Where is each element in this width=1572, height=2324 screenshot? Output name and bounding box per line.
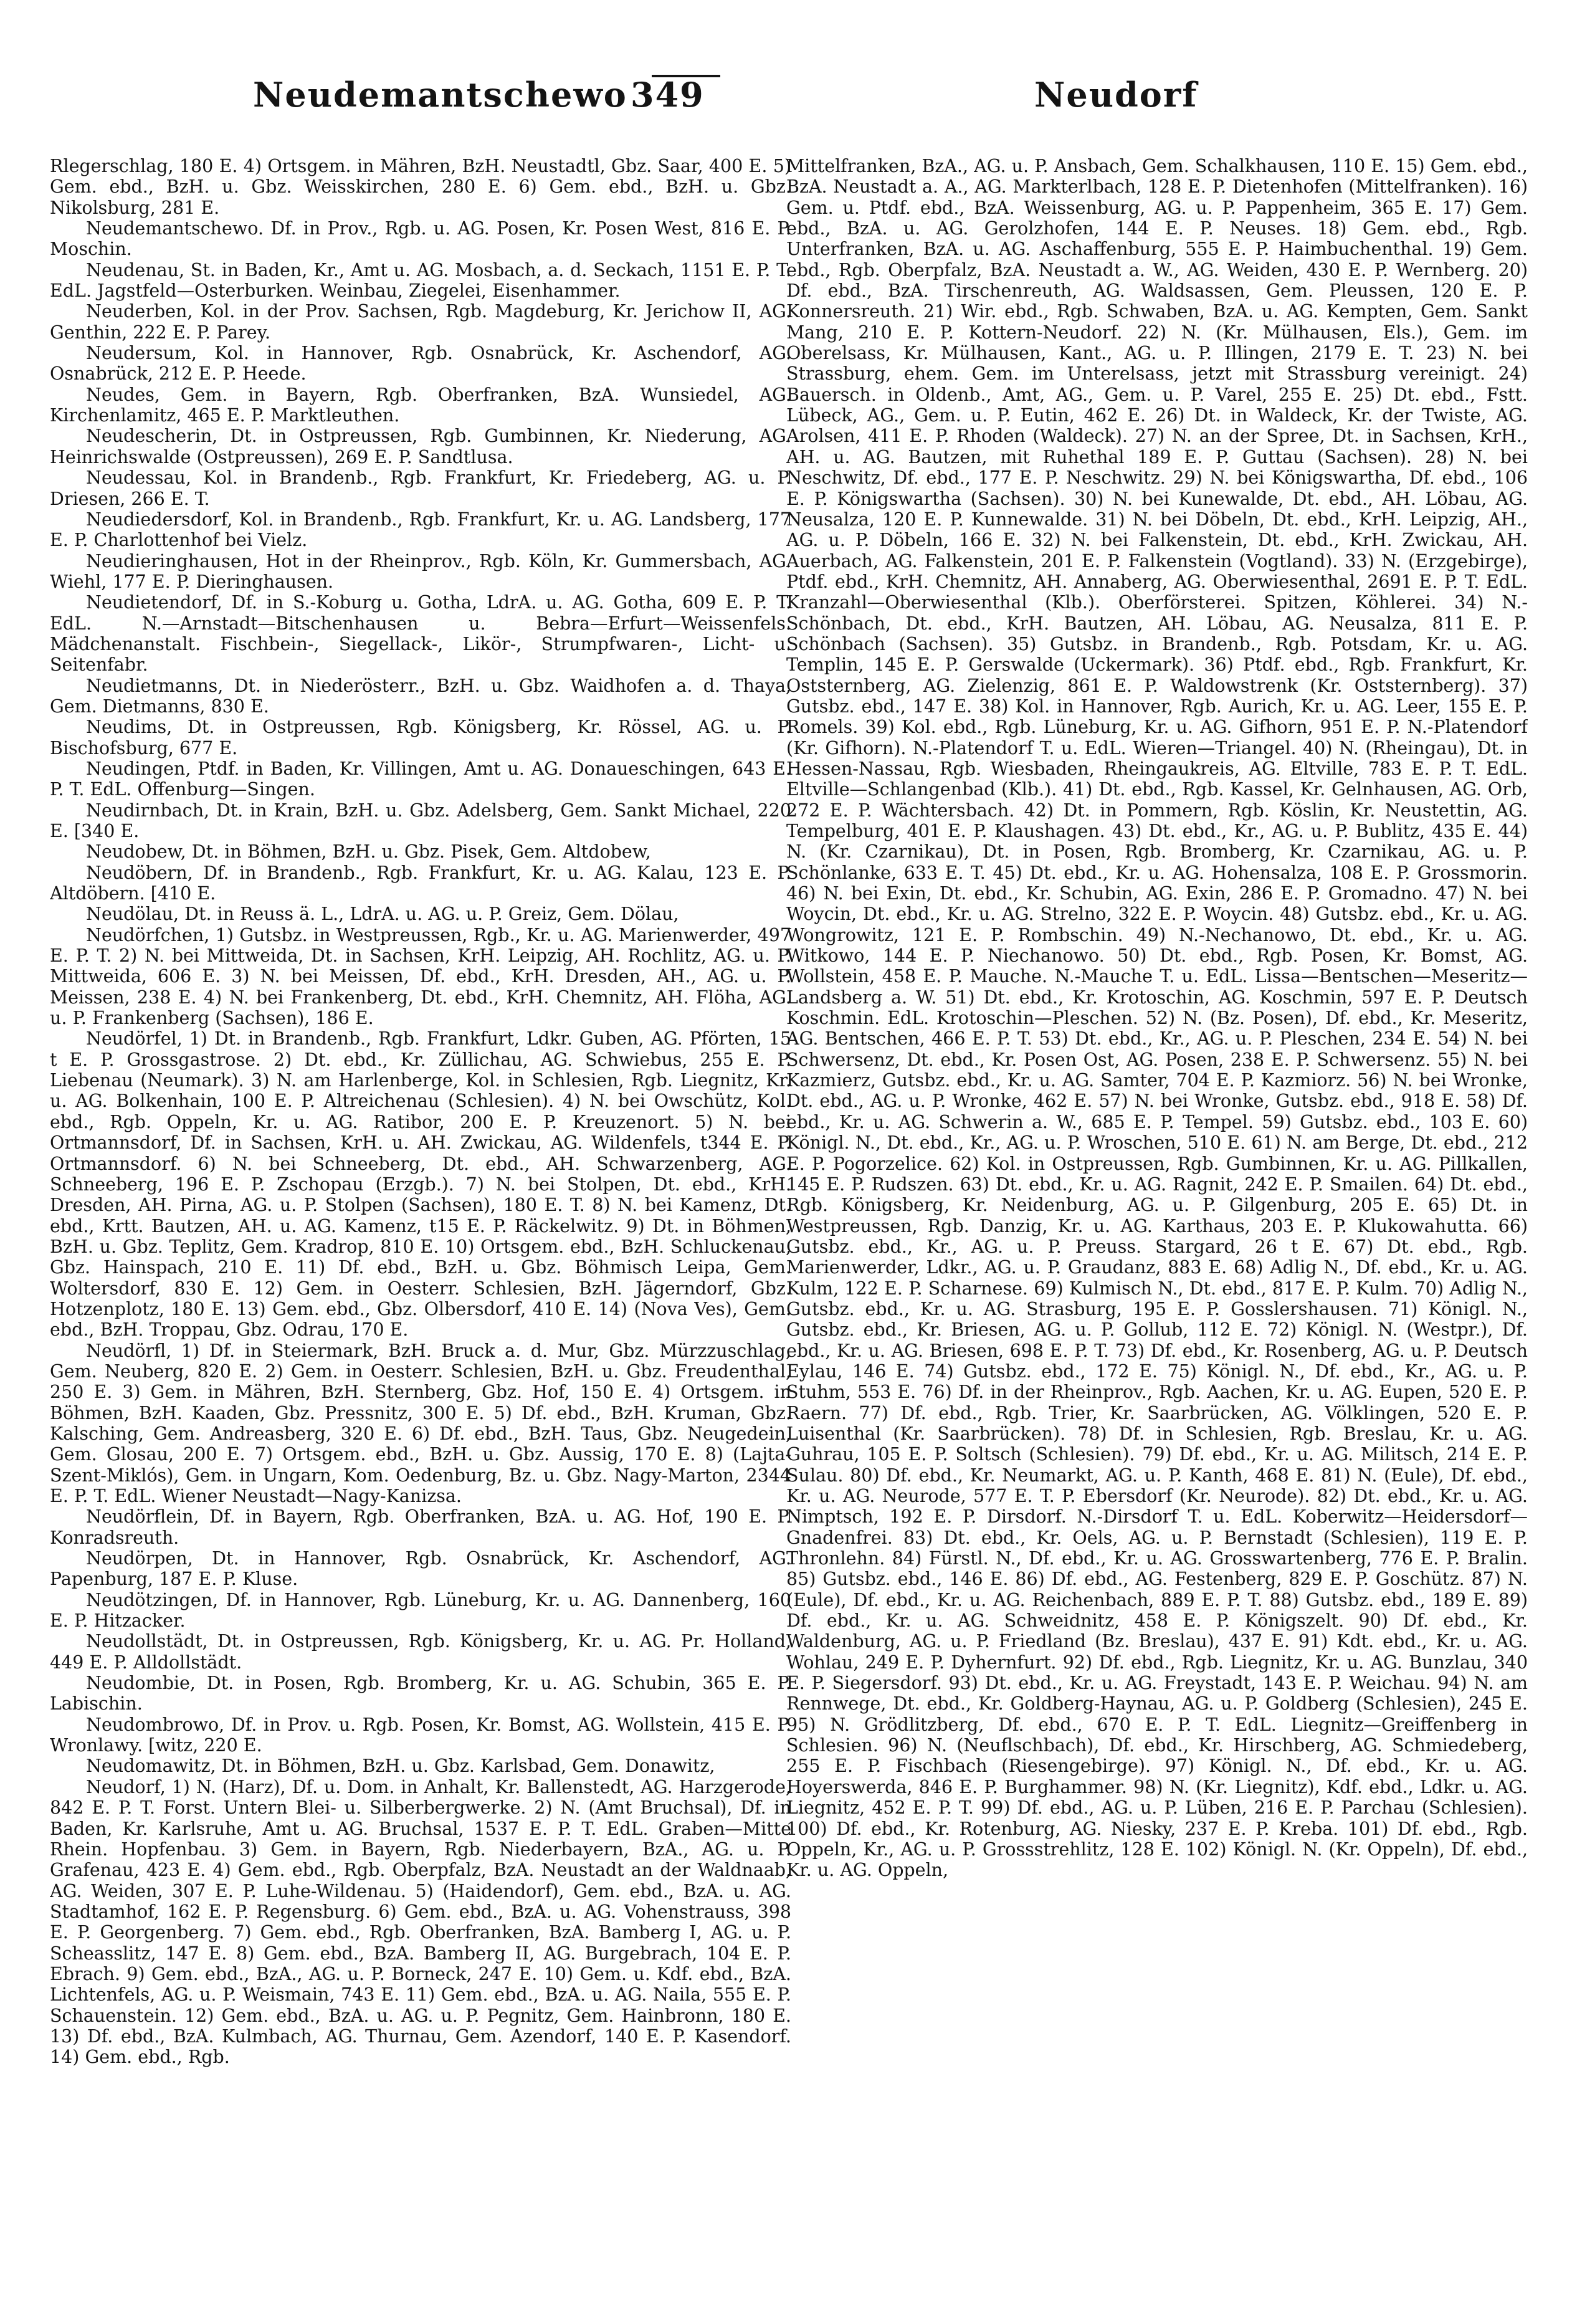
gazetteer-entry: Neudims, Dt. in Ostpreussen, Rgb. Königsberg, Kr. Rössel, AG. u. P. Bischofsburg, 677 E. <box>50 717 791 758</box>
gazetteer-entry: Neudirnbach, Dt. in Krain, BzH. u. Gbz. Adelsberg, Gem. Sankt Michael, 220 E. [340 E. <box>50 800 791 841</box>
gazetteer-entry: Neudöbern, Df. in Brandenb., Rgb. Frankfurt, Kr. u. AG. Kalau, 123 E. P. Altdöbern. [410 E. <box>50 862 791 904</box>
gazetteer-entry: Neudollstädt, Dt. in Ostpreussen, Rgb. Königsberg, Kr. u. AG. Pr. Holland, 449 E. P. Alldollstädt. <box>50 1631 791 1673</box>
gazetteer-entry: Neudorf, 1) N. (Harz), Df. u. Dom. in Anhalt, Kr. Ballenstedt, AG. Harzgerode, 842 E. P. T. Forst. Untern Blei- u. Silberbergwerke. 2) N. (Amt Bruchsal), Df. in Baden, Kr. Karlsruhe, Amt u. AG. Bruchsal, 1537 E. P. T. EdL. Graben—Mitte Rhein. Hopfenbau. 3) Gem. in Bayern, Rgb. Niederbayern, BzA., AG. u. P. Grafenau, 423 E. 4) Gem. ebd., Rgb. Oberpfalz, BzA. Neustadt an der Waldnaab, AG. Weiden, 307 E. P. Luhe-Wildenau. 5) (Haidendorf), Gem. ebd., BzA. u. AG. Stadtamhof, 162 E. P. Regensburg. 6) Gem. ebd., BzA. u. AG. Vohenstrauss, 398 E. P. Georgenberg. 7) Gem. ebd., Rgb. Oberfranken, BzA. Bamberg I, AG. u. P. Scheasslitz, 147 E. 8) Gem. ebd., BzA. Bamberg II, AG. Burgebrach, 104 E. P. Ebrach. 9) Gem. ebd., BzA., AG. u. P. Borneck, 247 E. 10) Gem. u. Kdf. ebd., BzA. Lichtenfels, AG. u. P. Weismain, 743 E. 11) Gem. ebd., BzA. u. AG. Naila, 555 E. P. Schauenstein. 12) Gem. ebd., BzA. u. AG. u. P. Pegnitz, Gem. Hainbronn, 180 E. 13) Df. ebd., BzA. Kulmbach, AG. Thurnau, Gem. Azendorf, 140 E. P. Kasendorf. 14) Gem. ebd., Rgb. <box>50 1776 791 2068</box>
gazetteer-entry: Mittelfranken, BzA., AG. u. P. Ansbach, Gem. Schalkhausen, 110 E. 15) Gem. ebd., BzA. Neustadt a. A., AG. Markterlbach, 128 E. P. Dietenhofen (Mittelfranken). 16) Gem. u. Ptdf. ebd., BzA. Weissenburg, AG. u. P. Pappenheim, 365 E. 17) Gem. ebd., BzA. u. AG. Gerolzhofen, 144 E. P. Neuses. 18) Gem. ebd., Rgb. Unterfranken, BzA. u. AG. Aschaffenburg, 555 E. P. Haimbuchenthal. 19) Gem. ebd., Rgb. Oberpfalz, BzA. Neustadt a. W., AG. Weiden, 430 E. P. Wernberg. 20) Df. ebd., BzA. Tirschenreuth, AG. Waldsassen, Gem. Pleussen, 120 E. P. Konnersreuth. 21) Wir. ebd., Rgb. Schwaben, BzA. u. AG. Kempten, Gem. Sankt Mang, 210 E. P. Kottern-Neudorf. 22) N. (Kr. Mülhausen, Els.), Gem. im Oberelsass, Kr. Mülhausen, Kant., AG. u. P. Illingen, 2179 E. T. 23) N. bei Strassburg, ehem. Gem. im Unterelsass, jetzt mit Strassburg vereinigt. 24) Bauersch. in Oldenb., Amt, AG., Gem. u. P. Varel, 255 E. 25) Dt. ebd., Fstt. Lübeck, AG., Gem. u. P. Eutin, 462 E. 26) Dt. in Waldeck, Kr. der Twiste, AG. Arolsen, 411 E. P. Rhoden (Waldeck). 27) N. an der Spree, Dt. in Sachsen, KrH., AH. u. AG. Bautzen, mit Ruhethal 189 E. P. Guttau (Sachsen). 28) N. bei Neschwitz, Df. ebd., 177 E. P. Neschwitz. 29) N. bei Königswartha, Df. ebd., 106 E. P. Königswartha (Sachsen). 30) N. bei Kunewalde, Dt. ebd., AH. Löbau, AG. Neusalza, 120 E. P. Kunnewalde. 31) N. bei Döbeln, Dt. ebd., KrH. Leipzig, AH., AG. u. P. Döbeln, 166 E. 32) N. bei Falkenstein, Dt. ebd., KrH. Zwickau, AH. Auerbach, AG. Falkenstein, 201 E. P. Falkenstein (Vogtland). 33) N. (Erzgebirge), Ptdf. ebd., KrH. Chemnitz, AH. Annaberg, AG. Oberwiesenthal, 2691 E. P. T. EdL. Kranzahl—Oberwiesenthal (Klb.). Oberförsterei. Spitzen, Köhlerei. 34) N.-Schönbach, Dt. ebd., KrH. Bautzen, AH. Löbau, AG. Neusalza, 811 E. P. Schönbach (Sachsen). 35) Gutsbz. in Brandenb., Rgb. Potsdam, Kr. u. AG. Templin, 145 E. P. Gerswalde (Uckermark). 36) Ptdf. ebd., Rgb. Frankfurt, Kr. Oststernberg, AG. Zielenzig, 861 E. P. Waldowstrenk (Kr. Oststernberg). 37) Gutsbz. ebd., 147 E. 38) Kol. in Hannover, Rgb. Aurich, Kr. u. AG. Leer, 155 E. P. Romels. 39) Kol. ebd., Rgb. Lüneburg, Kr. u. AG. Gifhorn, 951 E. P. N.-Platendorf (Kr. Gifhorn). N.-Platendorf T. u. EdL. Wieren—Triangel. 40) N. (Rheingau), Dt. in Hessen-Nassau, Rgb. Wiesbaden, Rheingaukreis, AG. Eltville, 783 E. P. T. EdL. Eltville—Schlangenbad (Klb.). 41) Dt. ebd., Rgb. Kassel, Kr. Gelnhausen, AG. Orb, 272 E. P. Wächtersbach. 42) Dt. in Pommern, Rgb. Köslin, Kr. Neustettin, AG. Tempelburg, 401 E. P. Klaushagen. 43) Dt. ebd., Kr., AG. u. P. Bublitz, 435 E. 44) N. (Kr. Czarnikau), Dt. in Posen, Rgb. Bromberg, Kr. Czarnikau, AG. u. P. Schönlanke, 633 E. T. 45) Dt. ebd., Kr. u. AG. Hohensalza, 108 E. P. Grossmorin. 46) N. bei Exin, Dt. ebd., Kr. Schubin, AG. Exin, 286 E. P. Gromadno. 47) N. bei Woycin, Dt. ebd., Kr. u. AG. Strelno, 322 E. P. Woycin. 48) Gutsbz. ebd., Kr. u. AG. Wongrowitz, 121 E. P. Rombschin. 49) N.-Nechanowo, Dt. ebd., Kr. u. AG. Witkowo, 144 E. P. Niechanowo. 50) Dt. ebd., Rgb. Posen, Kr. Bomst, AG. Wollstein, 458 E. P. Mauche. N.-Mauche T. u. EdL. Lissa—Bentschen—Meseritz—Landsberg a. W. 51) Dt. ebd., Kr. Krotoschin, AG. Koschmin, 597 E. P. Deutsch Koschmin. EdL. Krotoschin—Pleschen. 52) N. (Bz. Posen), Df. ebd., Kr. Meseritz, AG. Bentschen, 466 E. P. T. 53) Dt. ebd., Kr., AG. u. P. Pleschen, 234 E. 54) N. bei Schwersenz, Dt. ebd., Kr. Posen Ost, AG. Posen, 238 E. P. Schwersenz. 55) N. bei Kazmierz, Gutsbz. ebd., Kr. u. AG. Samter, 704 E. P. Kazmiorz. 56) N. bei Wronke, Dt. ebd., AG. u. P. Wronke, 462 E. 57) N. bei Wronke, Gutsbz. ebd., 918 E. 58) Df. ebd., Kr. u. AG. Schwerin a. W., 685 E. P. Tempel. 59) Gutsbz. ebd., 103 E. 60) Königl. N., Dt. ebd., Kr., AG. u. P. Wroschen, 510 E. 61) N. am Berge, Dt. ebd., 212 E. P. Pogorzelice. 62) Kol. in Ostpreussen, Rgb. Gumbinnen, Kr. u. AG. Pillkallen, 145 E. P. Rudszen. 63) Dt. ebd., Kr. u. AG. Ragnit, 242 E. P. Smailen. 64) Dt. ebd., Rgb. Königsberg, Kr. Neidenburg, AG. u. P. Gilgenburg, 205 E. 65) Dt. in Westpreussen, Rgb. Danzig, Kr. u. AG. Karthaus, 203 E. P. Klukowahutta. 66) Gutsbz. ebd., Kr., AG. u. P. Preuss. Stargard, 26 t E. 67) Dt. ebd., Rgb. Marienwerder, Ldkr., AG. u. P. Graudanz, 883 E. 68) Adlig N., Df. ebd., Kr. u. AG. Kulm, 122 E. P. Scharnese. 69) Kulmisch N., Dt. ebd., 817 E. P. Kulm. 70) Adlig N., Gutsbz. ebd., Kr. u. AG. Strasburg, 195 E. P. Gosslershausen. 71) Königl. N., Gutsbz. ebd., Kr. Briesen, AG. u. P. Gollub, 112 E. 72) Königl. N. (Westpr.), Df. ebd., Kr. u. AG. Briesen, 698 E. P. T. 73) Df. ebd., Kr. Rosenberg, AG. u. P. Deutsch Eylau, 146 E. 74) Gutsbz. ebd., 172 E. 75) Königl. N., Df. ebd., Kr., AG. u. P. Stuhm, 553 E. 76) Df. in der Rheinprov., Rgb. Aachen, Kr. u. AG. Eupen, 520 E. P. Raern. 77) Df. ebd., Rgb. Trier, Kr. Saarbrücken, AG. Völklingen, 520 E. P. Luisenthal (Kr. Saarbrücken). 78) Df. in Schlesien, Rgb. Breslau, Kr. u. AG. Guhrau, 105 E. P. Soltsch (Schlesien). 79) Df. ebd., Kr. u. AG. Militsch, 214 E. P. Sulau. 80) Df. ebd., Kr. Neumarkt, AG. u. P. Kanth, 468 E. 81) N. (Eule), Df. ebd., Kr. u. AG. Neurode, 577 E. T. P. Ebersdorf (Kr. Neurode). 82) Dt. ebd., Kr. u. AG. Nimptsch, 192 E. P. Dirsdorf. N.-Dirsdorf T. u. EdL. Koberwitz—Heidersdorf—Gnadenfrei. 83) Dt. ebd., Kr. Oels, AG. u. P. Bernstadt (Schlesien), 119 E. P. Thronlehn. 84) Fürstl. N., Df. ebd., Kr. u. AG. Grosswartenberg, 776 E. P. Bralin. 85) Gutsbz. ebd., 146 E. 86) Df. ebd., AG. Festenberg, 829 E. P. Goschütz. 87) N. (Eule), Df. ebd., Kr. u. AG. Reichenbach, 889 E. P. T. 88) Gutsbz. ebd., 189 E. 89) Df. ebd., Kr. u. AG. Schweidnitz, 458 E. P. Königszelt. 90) Df. ebd., Kr. Waldenburg, AG. u. P. Friedland (Bz. Breslau), 437 E. 91) Kdt. ebd., Kr. u. AG. Wohlau, 249 E. P. Dyhernfurt. 92) Df. ebd., Rgb. Liegnitz, Kr. u. AG. Bunzlau, 340 E. P. Siegersdorf. 93) Dt. ebd., Kr. u. AG. Freystadt, 143 E. P. Weichau. 94) N. am Rennwege, Dt. ebd., Kr. Goldberg-Haynau, AG. u. P. Goldberg (Schlesien), 245 E. 95) N. Grödlitzberg, Df. ebd., 670 E. P. T. EdL. Liegnitz—Greiffenberg in Schlesien. 96) N. (Neuflschbach), Df. ebd., Kr. Hirschberg, AG. Schmiedeberg, 255 E. P. Fischbach (Riesengebirge). 97) Königl. N., Df. ebd., Kr. u. AG. Hoyerswerda, 846 E. P. Burghammer. 98) N. (Kr. Liegnitz), Kdf. ebd., Ldkr. u. AG. Liegnitz, 452 E. P. T. 99) Df. ebd., AG. u. P. Lüben, 216 E. P. Parchau (Schlesien). 100) Df. ebd., Kr. Rotenburg, AG. Niesky, 237 E. P. Kreba. 101) Df. ebd., Rgb. Oppeln, Kr., AG. u. P. Grossstrehlitz, 128 E. 102) Königl. N. (Kr. Oppeln), Df. ebd., Kr. u. AG. Oppeln, <box>786 156 1528 1881</box>
page-number: 349 <box>631 75 705 115</box>
gazetteer-entry: Neudingen, Ptdf. in Baden, Kr. Villingen, Amt u. AG. Donaueschingen, 643 E. P. T. EdL. Offenburg—Singen. <box>50 758 791 800</box>
gazetteer-entry: Neudessau, Kol. in Brandenb., Rgb. Frankfurt, Kr. Friedeberg, AG. u. P. Driesen, 266 E. T. <box>50 467 791 509</box>
running-head-right: Neudorf <box>1034 75 1198 115</box>
gazetteer-entry: Neudomawitz, Dt. in Böhmen, BzH. u. Gbz. Karlsbad, Gem. Donawitz, <box>86 1756 715 1777</box>
gazetteer-entry: Neudiedersdorf, Kol. in Brandenb., Rgb. Frankfurt, Kr. u. AG. Landsberg, 177 E. P. Charlottenhof bei Vielz. <box>50 509 791 551</box>
page-header <box>0 75 1572 150</box>
gazetteer-entry: Neudörfel, 1) Dt. in Brandenb., Rgb. Frankfurt, Ldkr. Guben, AG. Pförten, 15 t E. P. Grossgastrose. 2) Dt. ebd., Kr. Züllichau, AG. Schwiebus, 255 E. P. Liebenau (Neumark). 3) N. am Harlenberge, Kol. in Schlesien, Rgb. Liegnitz, Kr. u. AG. Bolkenhain, 100 E. P. Altreichenau (Schlesien). 4) N. bei Owschütz, Kol. ebd., Rgb. Oppeln, Kr. u. AG. Ratibor, 200 E. P. Kreuzenort. 5) N. bei Ortmannsdorf, Df. in Sachsen, KrH. u. AH. Zwickau, AG. Wildenfels, t344 E. P. Ortmannsdorf. 6) N. bei Schneeberg, Dt. ebd., AH. Schwarzenberg, AG. Schneeberg, 196 E. P. Zschopau (Erzgb.). 7) N. bei Stolpen, Dt. ebd., KrH. Dresden, AH. Pirna, AG. u. P. Stolpen (Sachsen), 180 E. T. 8) N. bei Kamenz, Dt. ebd., Krtt. Bautzen, AH. u. AG. Kamenz, t15 E. P. Räckelwitz. 9) Dt. in Böhmen, BzH. u. Gbz. Teplitz, Gem. Kradrop, 810 E. 10) Ortsgem. ebd., BzH. Schluckenau, Gbz. Hainspach, 210 E. 11) Df. ebd., BzH. u. Gbz. Böhmisch Leipa, Gem. Woltersdorf, 830 E. 12) Gem. in Oesterr. Schlesien, BzH. Jägerndorf, Gbz. Hotzenplotz, 180 E. 13) Gem. ebd., Gbz. Olbersdorf, 410 E. 14) (Nova Ves), Gem. ebd., BzH. Troppau, Gbz. Odrau, 170 E. <box>50 1028 791 1341</box>
gazetteer-entry: Neudörpen, Dt. in Hannover, Rgb. Osnabrück, Kr. Aschendorf, AG. Papenburg, 187 E. P. Kluse. <box>50 1548 791 1590</box>
gazetteer-entry: Neudörfchen, 1) Gutsbz. in Westpreussen, Rgb., Kr. u. AG. Marienwerder, 497 E. P. T. 2) N. bei Mittweida, Dt. in Sachsen, KrH. Leipzig, AH. Rochlitz, AG. u. P. Mittweida, 606 E. 3) N. bei Meissen, Df. ebd., KrH. Dresden, AH., AG. u. P. Meissen, 238 E. 4) N. bei Frankenberg, Dt. ebd., KrH. Chemnitz, AH. Flöha, AG. u. P. Frankenberg (Sachsen), 186 E. <box>50 924 791 1029</box>
gazetteer-entry: Neudemantschewo. Df. in Prov., Rgb. u. AG. Posen, Kr. Posen West, 816 E. P. Moschin. <box>50 218 791 260</box>
gazetteer-entry: Neudenau, St. in Baden, Kr., Amt u. AG. Mosbach, a. d. Seckach, 1151 E. P. T. EdL. Jagstfeld—Osterburken. Weinbau, Ziegelei, Eisenhammer. <box>50 259 791 302</box>
gazetteer-entry: Neudombrowo, Df. in Prov. u. Rgb. Posen, Kr. Bomst, AG. Wollstein, 415 E. P. Wronlawy. [witz, 220 E. <box>50 1714 791 1756</box>
left-column <box>50 156 791 2287</box>
gazetteer-entry: Neudombie, Dt. in Posen, Rgb. Bromberg, Kr. u. AG. Schubin, 365 E. P. Labischin. <box>50 1673 791 1714</box>
gazetteer-entry: Neudersum, Kol. in Hannover, Rgb. Osnabrück, Kr. Aschendorf, AG. Osnabrück, 212 E. P. Heede. <box>50 343 791 385</box>
gazetteer-entry: Neuderben, Kol. in der Prov. Sachsen, Rgb. Magdeburg, Kr. Jerichow II, AG. Genthin, 222 E. P. Parey. <box>50 301 791 343</box>
running-head-left: Neudemantschewo <box>253 75 627 115</box>
gazetteer-entry: Neudescherin, Dt. in Ostpreussen, Rgb. Gumbinnen, Kr. Niederung, AG. Heinrichswalde (Ostpreussen), 269 E. P. Sandtlusa. <box>50 426 791 467</box>
right-column <box>786 156 1528 2287</box>
gazetteer-entry: Neudobew, Dt. in Böhmen, BzH. u. Gbz. Pisek, Gem. Altdobew, <box>86 841 651 863</box>
gazetteer-entry: Neudötzingen, Df. in Hannover, Rgb. Lüneburg, Kr. u. AG. Dannenberg, 160 E. P. Hitzacker. <box>50 1589 791 1632</box>
gazetteer-entry: Neudietmanns, Dt. in Niederösterr., BzH. u. Gbz. Waidhofen a. d. Thaya, Gem. Dietmanns, 830 E. <box>50 675 791 717</box>
header-rule-right <box>652 75 720 77</box>
gazetteer-entry: Neudes, Gem. in Bayern, Rgb. Oberfranken, BzA. Wunsiedel, AG. Kirchenlamitz, 465 E. P. Marktleuthen. <box>50 384 791 426</box>
gazetteer-entry: Neudieringhausen, Hot in der Rheinprov., Rgb. Köln, Kr. Gummersbach, AG. Wiehl, 177 E. P. Dieringhausen. <box>50 550 791 592</box>
gazetteer-entry: Neudölau, Dt. in Reuss ä. L., LdrA. u. AG. u. P. Greiz, Gem. Dölau, <box>86 904 679 925</box>
gazetteer-entry: Neudietendorf, Df. in S.-Koburg u. Gotha, LdrA. u. AG. Gotha, 609 E. P. T. EdL. N.—Arnstadt—Bitschenhausen u. Bebra—Erfurt—Weissenfels. Mädchenanstalt. Fischbein-, Siegellack-, Likör-, Strumpfwaren-, Licht- u. Seitenfabr. <box>50 592 791 676</box>
gazetteer-entry: Rlegerschlag, 180 E. 4) Ortsgem. in Mähren, BzH. Neustadtl, Gbz. Saar, 400 E. 5) Gem. ebd., BzH. u. Gbz. Weisskirchen, 280 E. 6) Gem. ebd., BzH. u. Gbz. Nikolsburg, 281 E. <box>50 156 791 218</box>
gazetteer-entry: Neudörflein, Df. in Bayern, Rgb. Oberfranken, BzA. u. AG. Hof, 190 E. P. Konradsreuth. <box>50 1506 791 1548</box>
gazetteer-entry: Neudörfl, 1) Df. in Steiermark, BzH. Bruck a. d. Mur, Gbz. Mürzzuschlag, Gem. Neuberg, 820 E. 2) Gem. in Oesterr. Schlesien, BzH. u. Gbz. Freudenthal, 250 E. 3) Gem. in Mähren, BzH. Sternberg, Gbz. Hof, 150 E. 4) Ortsgem. in Böhmen, BzH. Kaaden, Gbz. Pressnitz, 300 E. 5) Df. ebd., BzH. Kruman, Gbz. Kalsching, Gem. Andreasberg, 320 E. 6) Df. ebd., BzH. Taus, Gbz. Neugedein, Gem. Glosau, 200 E. 7) Ortsgem. ebd., BzH. u. Gbz. Aussig, 170 E. 8) (Lajta-Szent-Miklós), Gem. in Ungarn, Kom. Oedenburg, Bz. u. Gbz. Nagy-Marton, 2344 E. P. T. EdL. Wiener Neustadt—Nagy-Kanizsa. <box>50 1340 791 1506</box>
